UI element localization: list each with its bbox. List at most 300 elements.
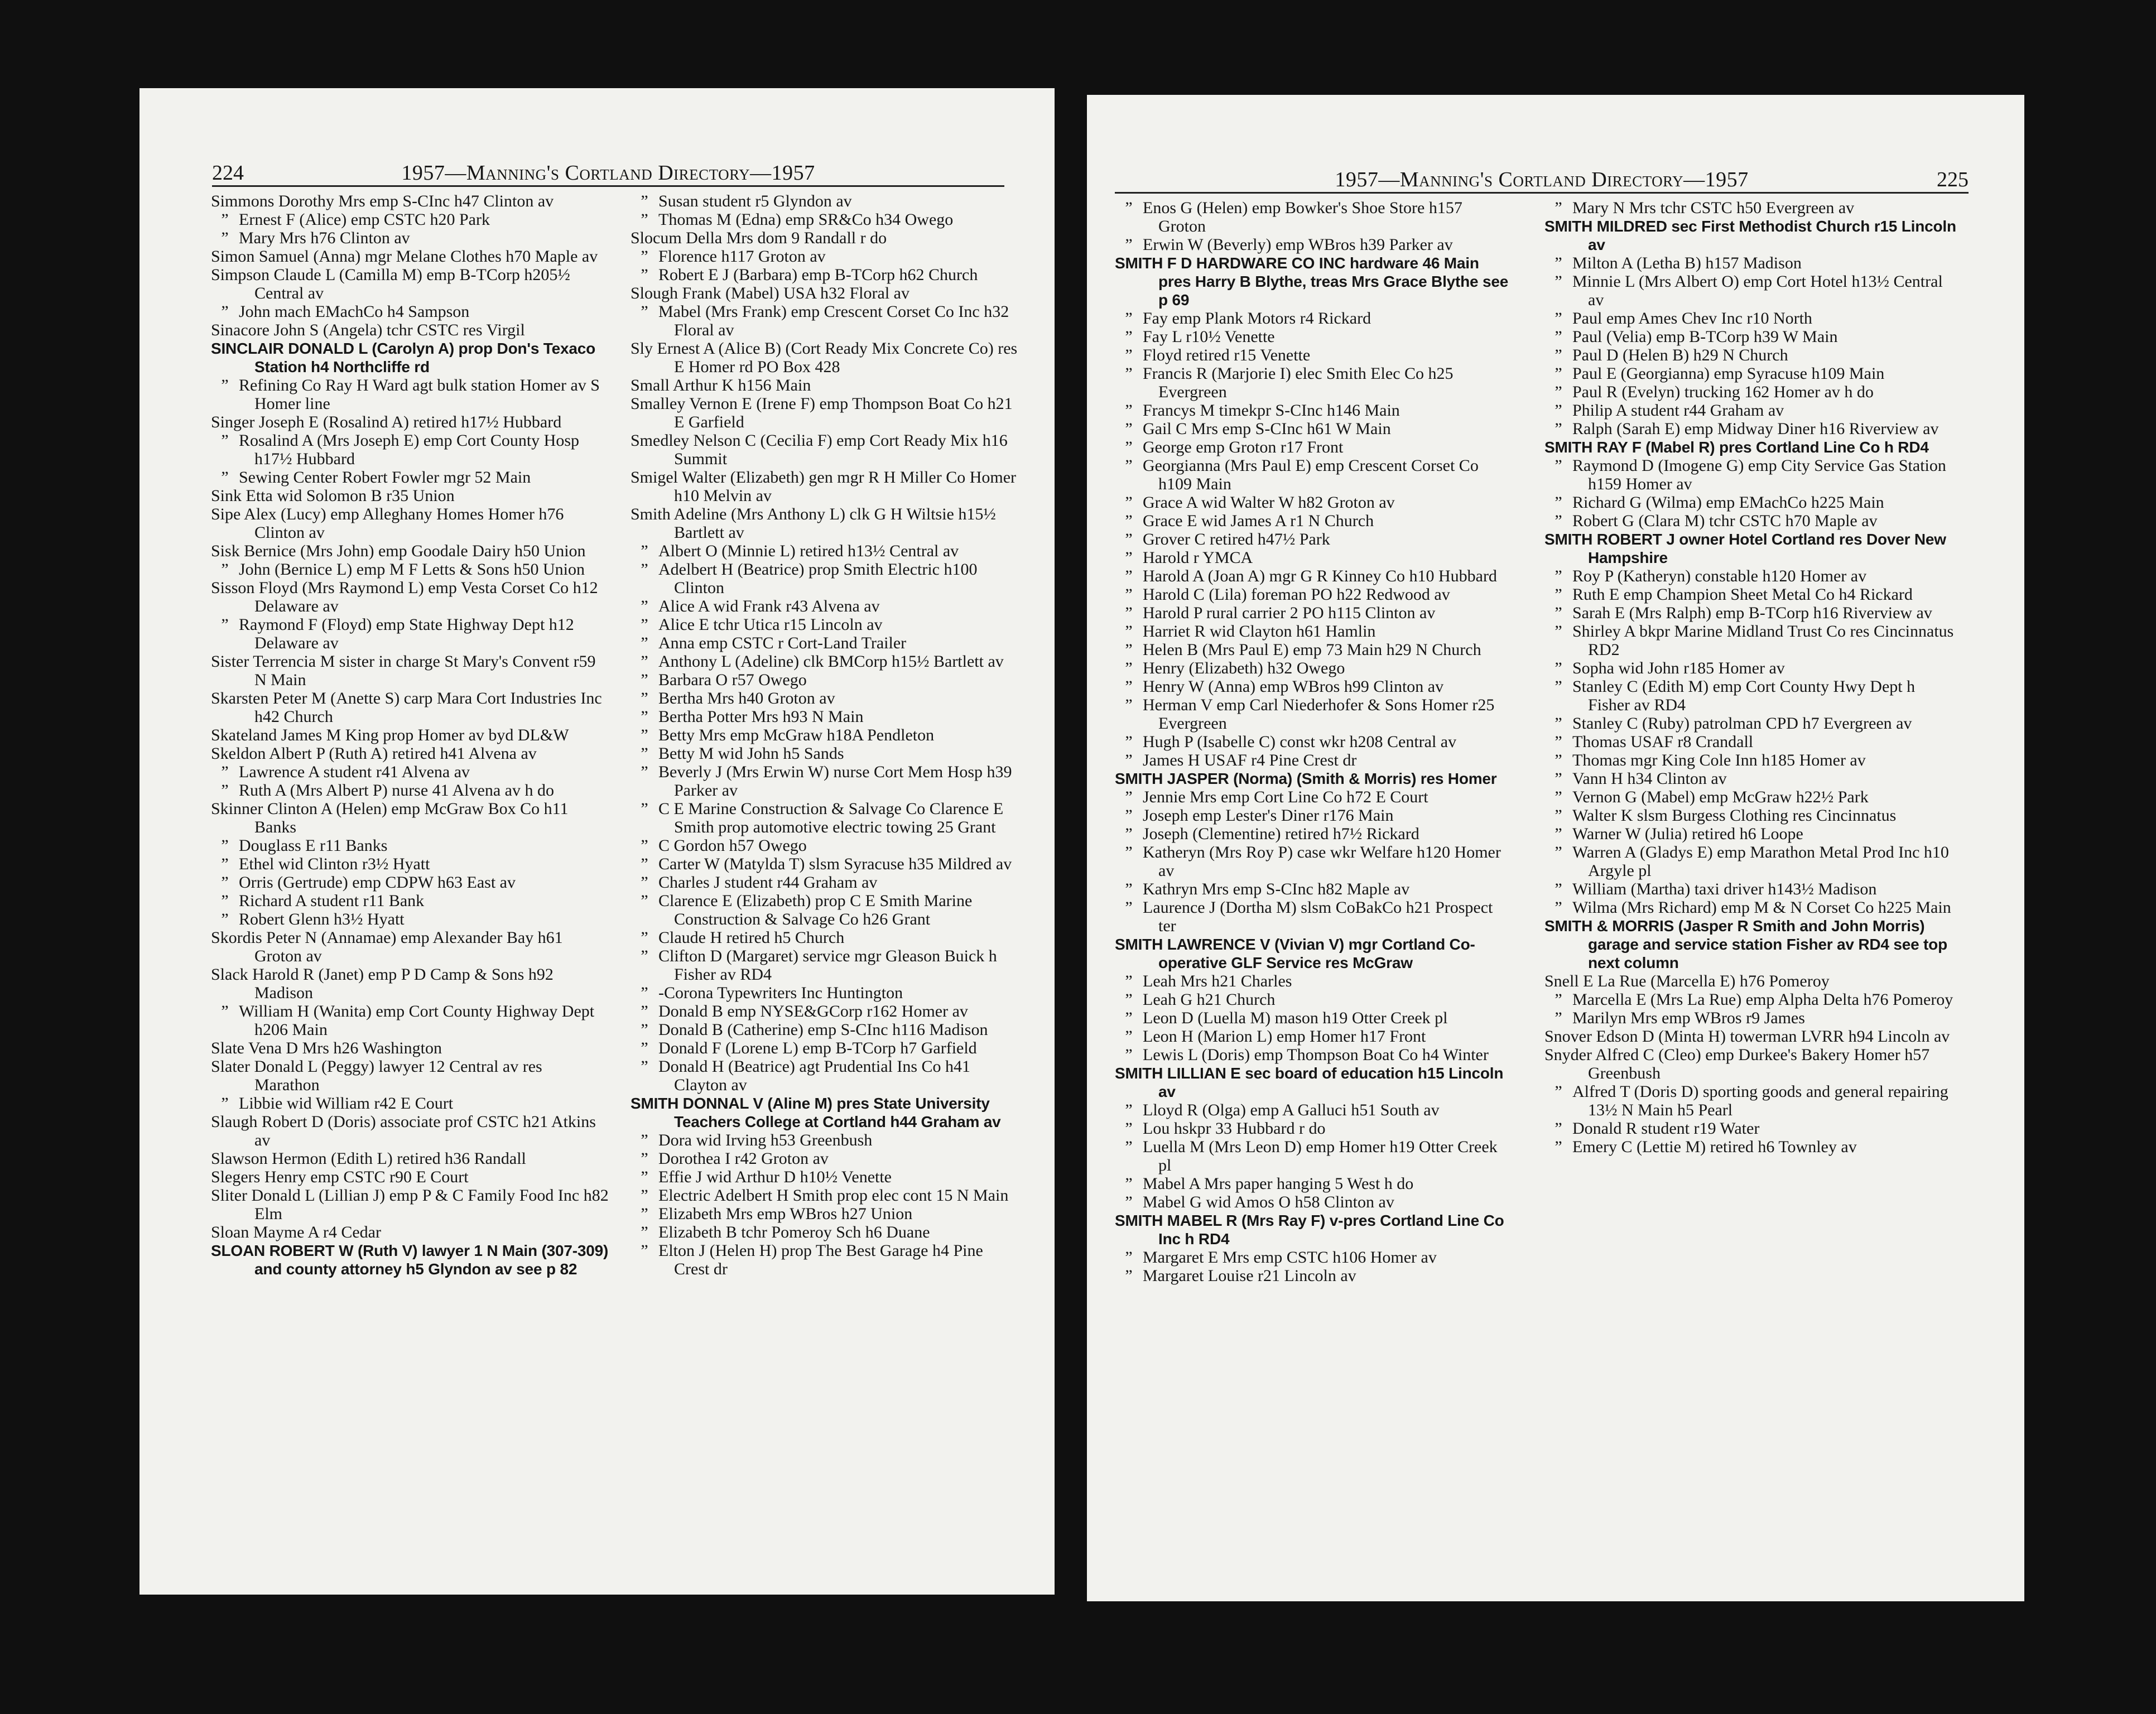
ditto-mark: ” bbox=[641, 634, 648, 652]
entry-text: Sloan Mayme A r4 Cedar bbox=[211, 1223, 381, 1241]
directory-entry bbox=[211, 763, 610, 781]
ditto-mark: ” bbox=[641, 947, 648, 965]
directory-entry bbox=[211, 505, 610, 542]
directory-entry bbox=[1115, 1027, 1514, 1046]
entry-text: Harold P rural carrier 2 PO h115 Clinton av bbox=[1143, 604, 1436, 622]
page-header-left bbox=[212, 161, 1004, 187]
entry-text: Vernon G (Mabel) emp McGraw h22½ Park bbox=[1572, 788, 1869, 806]
ditto-mark: ” bbox=[1125, 880, 1133, 898]
directory-entry bbox=[1115, 364, 1514, 401]
directory-entry bbox=[211, 192, 610, 210]
entry-text: SMITH LILLIAN E sec board of education h15 Lincoln av bbox=[1115, 1065, 1504, 1100]
entry-text: Milton A (Letha B) h157 Madison bbox=[1572, 254, 1802, 272]
ditto-mark: ” bbox=[1125, 438, 1133, 456]
directory-entry bbox=[1544, 1027, 1957, 1046]
entry-text: Erwin W (Beverly) emp WBros h39 Parker av bbox=[1143, 235, 1453, 254]
entry-text: Dora wid Irving h53 Greenbush bbox=[658, 1131, 873, 1149]
entry-text: Vann H h34 Clinton av bbox=[1572, 769, 1727, 788]
directory-entry bbox=[1115, 438, 1514, 456]
entry-text: Slater Donald L (Peggy) lawyer 12 Central av res Marathon bbox=[211, 1057, 542, 1094]
directory-entry bbox=[1115, 493, 1514, 512]
entry-text: Luella M (Mrs Leon D) emp Homer h19 Otter Creek pl bbox=[1143, 1138, 1498, 1174]
entry-text: SINCLAIR DONALD L (Carolyn A) prop Don's Texaco Station h4 Northcliffe rd bbox=[211, 340, 596, 375]
entry-text: Marcella E (Mrs La Rue) emp Alpha Delta h76 Pomeroy bbox=[1572, 990, 1953, 1009]
ditto-mark: ” bbox=[1555, 567, 1562, 585]
directory-entry bbox=[1115, 1174, 1514, 1193]
entry-text: Snover Edson D (Minta H) towerman LVRR h94 Lincoln av bbox=[1544, 1027, 1950, 1046]
directory-entry bbox=[631, 376, 1021, 394]
entry-text: Fay emp Plank Motors r4 Rickard bbox=[1143, 309, 1371, 328]
entry-text: Warner W (Julia) retired h6 Loope bbox=[1572, 825, 1803, 843]
ditto-mark: ” bbox=[221, 302, 229, 321]
ditto-mark: ” bbox=[641, 247, 648, 266]
directory-column bbox=[1115, 199, 1514, 1285]
entry-text: Harriet R wid Clayton h61 Hamlin bbox=[1143, 622, 1376, 641]
entry-text: Skeldon Albert P (Ruth A) retired h41 Alvena av bbox=[211, 744, 537, 763]
entry-text: Elizabeth B tchr Pomeroy Sch h6 Duane bbox=[658, 1223, 930, 1241]
directory-entry bbox=[211, 928, 610, 965]
ditto-mark: ” bbox=[1125, 530, 1133, 548]
ditto-mark: ” bbox=[1555, 1138, 1562, 1156]
entry-text: Snell E La Rue (Marcella E) h76 Pomeroy bbox=[1544, 972, 1830, 990]
entry-text: Harold r YMCA bbox=[1143, 548, 1253, 567]
ditto-mark: ” bbox=[1125, 309, 1133, 328]
directory-entry bbox=[631, 652, 1021, 671]
directory-entry bbox=[631, 984, 1021, 1002]
entry-text: Sisk Bernice (Mrs John) emp Goodale Dairy h50 Union bbox=[211, 542, 586, 560]
entry-text: Helen B (Mrs Paul E) emp 73 Main h29 N Church bbox=[1143, 641, 1481, 659]
ditto-mark: ” bbox=[1555, 825, 1562, 843]
directory-entry bbox=[1115, 825, 1514, 843]
directory-entry bbox=[1544, 567, 1957, 585]
entry-text: Claude H retired h5 Church bbox=[658, 928, 845, 947]
ditto-mark: ” bbox=[641, 855, 648, 873]
ditto-mark: ” bbox=[1125, 696, 1133, 714]
directory-entry bbox=[1544, 659, 1957, 677]
entry-text: SMITH ROBERT J owner Hotel Cortland res Dover New Hampshire bbox=[1544, 531, 1946, 566]
ditto-mark: ” bbox=[221, 468, 229, 487]
entry-text: Thomas USAF r8 Crandall bbox=[1572, 733, 1754, 751]
directory-entry bbox=[211, 1094, 610, 1113]
directory-entry bbox=[1544, 825, 1957, 843]
ditto-mark: ” bbox=[1125, 567, 1133, 585]
directory-entry bbox=[631, 744, 1021, 763]
entry-text: Slough Frank (Mabel) USA h32 Floral av bbox=[631, 284, 909, 302]
directory-entry bbox=[1544, 530, 1957, 567]
directory-entry bbox=[631, 210, 1021, 229]
entry-text: Richard G (Wilma) emp EMachCo h225 Main bbox=[1572, 493, 1884, 512]
ditto-mark: ” bbox=[1125, 1193, 1133, 1211]
directory-entry bbox=[631, 671, 1021, 689]
entry-text: Snyder Alfred C (Cleo) emp Durkee's Bakery Homer h57 Greenbush bbox=[1544, 1046, 1930, 1082]
entry-text: Roy P (Katheryn) constable h120 Homer av bbox=[1572, 567, 1867, 585]
entry-text: Skordis Peter N (Annamae) emp Alexander Bay h61 Groton av bbox=[211, 928, 563, 965]
directory-entry bbox=[1544, 272, 1957, 309]
ditto-mark: ” bbox=[641, 1186, 648, 1205]
ditto-mark: ” bbox=[1555, 456, 1562, 475]
page-number: 225 bbox=[1937, 168, 1969, 191]
directory-entry bbox=[1544, 346, 1957, 364]
directory-entry bbox=[211, 615, 610, 652]
directory-entry bbox=[631, 1205, 1021, 1223]
entry-text: -Corona Typewriters Inc Huntington bbox=[658, 984, 903, 1002]
entry-text: Slawson Hermon (Edith L) retired h36 Randall bbox=[211, 1149, 526, 1168]
directory-entry bbox=[1544, 604, 1957, 622]
ditto-mark: ” bbox=[1125, 641, 1133, 659]
entry-text: Clarence E (Elizabeth) prop C E Smith Marine Construction & Salvage Co h26 Grant bbox=[658, 892, 973, 928]
directory-entry bbox=[631, 505, 1021, 542]
page-header-right bbox=[1115, 167, 1969, 194]
directory-entry bbox=[211, 487, 610, 505]
directory-entry bbox=[631, 634, 1021, 652]
ditto-mark: ” bbox=[1125, 1027, 1133, 1046]
ditto-mark: ” bbox=[641, 652, 648, 671]
ditto-mark: ” bbox=[1555, 364, 1562, 383]
directory-entry bbox=[1115, 1248, 1514, 1267]
entry-text: Donald B emp NYSE&GCorp r162 Homer av bbox=[658, 1002, 968, 1020]
entry-text: Donald B (Catherine) emp S-CInc h116 Madison bbox=[658, 1020, 988, 1039]
ditto-mark: ” bbox=[1555, 328, 1562, 346]
left-page bbox=[139, 88, 1055, 1595]
entry-text: Adelbert H (Beatrice) prop Smith Electric h100 Clinton bbox=[658, 560, 978, 597]
entry-text: SMITH & MORRIS (Jasper R Smith and John Morris) garage and service station Fisher av RD4 see top next column bbox=[1544, 917, 1947, 971]
entry-text: Betty M wid John h5 Sands bbox=[658, 744, 844, 763]
ditto-mark: ” bbox=[1125, 898, 1133, 917]
entry-text: Wilma (Mrs Richard) emp M & N Corset Co h225 Main bbox=[1572, 898, 1951, 917]
ditto-mark: ” bbox=[1555, 254, 1562, 272]
directory-entry bbox=[1544, 254, 1957, 272]
entry-text: Leon D (Luella M) mason h19 Otter Creek pl bbox=[1143, 1009, 1448, 1027]
entry-text: Harold A (Joan A) mgr G R Kinney Co h10 Hubbard bbox=[1143, 567, 1497, 585]
ditto-mark: ” bbox=[641, 892, 648, 910]
entry-text: Lou hskpr 33 Hubbard r do bbox=[1143, 1119, 1326, 1138]
ditto-mark: ” bbox=[1125, 420, 1133, 438]
entry-text: Minnie L (Mrs Albert O) emp Cort Hotel h13½ Central av bbox=[1572, 272, 1943, 309]
directory-entry bbox=[631, 615, 1021, 634]
ditto-mark: ” bbox=[1125, 972, 1133, 990]
entry-text: Mabel (Mrs Frank) emp Crescent Corset Co Inc h32 Floral av bbox=[658, 302, 1009, 339]
entry-text: Floyd retired r15 Venette bbox=[1143, 346, 1311, 364]
directory-entry bbox=[211, 1241, 610, 1278]
entry-text: Sinacore John S (Angela) tchr CSTC res Virgil bbox=[211, 321, 525, 339]
directory-entry bbox=[1115, 677, 1514, 696]
entry-text: Effie J wid Arthur D h10½ Venette bbox=[658, 1168, 892, 1186]
entry-text: Harold C (Lila) foreman PO h22 Redwood av bbox=[1143, 585, 1450, 604]
entry-text: Beverly J (Mrs Erwin W) nurse Cort Mem Hosp h39 Parker av bbox=[658, 763, 1012, 800]
entry-text: SMITH RAY F (Mabel R) pres Cortland Line Co h RD4 bbox=[1544, 439, 1929, 456]
directory-entry bbox=[1115, 309, 1514, 328]
directory-entry bbox=[631, 266, 1021, 284]
directory-entry bbox=[211, 266, 610, 302]
entry-text: Raymond F (Floyd) emp State Highway Dept h12 Delaware av bbox=[239, 615, 574, 652]
running-title: 1957—Manning's Cortland Directory—1957 bbox=[1335, 168, 1749, 191]
directory-entry bbox=[1115, 1009, 1514, 1027]
directory-entry bbox=[211, 689, 610, 726]
directory-entry bbox=[1115, 328, 1514, 346]
entry-text: Ernest F (Alice) emp CSTC h20 Park bbox=[239, 210, 490, 229]
ditto-mark: ” bbox=[1125, 328, 1133, 346]
directory-entry bbox=[1115, 806, 1514, 825]
directory-entry bbox=[1544, 328, 1957, 346]
entry-text: Simon Samuel (Anna) mgr Melane Clothes h70 Maple av bbox=[211, 247, 598, 266]
ditto-mark: ” bbox=[641, 302, 648, 321]
directory-column bbox=[631, 192, 1021, 1278]
directory-entry bbox=[211, 579, 610, 615]
entry-text: John mach EMachCo h4 Sampson bbox=[239, 302, 470, 321]
entry-text: Elizabeth Mrs emp WBros h27 Union bbox=[658, 1205, 913, 1223]
directory-entry bbox=[631, 339, 1021, 376]
entry-text: Enos G (Helen) emp Bowker's Shoe Store h157 Groton bbox=[1143, 199, 1462, 235]
directory-entry bbox=[1115, 604, 1514, 622]
directory-entry bbox=[631, 468, 1021, 505]
ditto-mark: ” bbox=[221, 910, 229, 928]
directory-entry bbox=[631, 763, 1021, 800]
ditto-mark: ” bbox=[221, 855, 229, 873]
ditto-mark: ” bbox=[221, 781, 229, 800]
directory-entry bbox=[1544, 843, 1957, 880]
entry-text: Carter W (Matylda T) slsm Syracuse h35 Mildred av bbox=[658, 855, 1012, 873]
ditto-mark: ” bbox=[1555, 401, 1562, 420]
entry-text: Slack Harold R (Janet) emp P D Camp & Sons h92 Madison bbox=[211, 965, 554, 1002]
ditto-mark: ” bbox=[1125, 990, 1133, 1009]
directory-entry bbox=[631, 542, 1021, 560]
entry-text: SMITH DONNAL V (Aline M) pres State University Teachers College at Cortland h44 Graham av bbox=[631, 1095, 1001, 1130]
directory-entry bbox=[211, 781, 610, 800]
directory-entry bbox=[1115, 1193, 1514, 1211]
entry-text: Slegers Henry emp CSTC r90 E Court bbox=[211, 1168, 469, 1186]
ditto-mark: ” bbox=[1555, 309, 1562, 328]
directory-entry bbox=[211, 1113, 610, 1149]
directory-entry bbox=[631, 1020, 1021, 1039]
ditto-mark: ” bbox=[1125, 1046, 1133, 1064]
ditto-mark: ” bbox=[1125, 1119, 1133, 1138]
directory-entry bbox=[211, 542, 610, 560]
directory-entry bbox=[631, 1094, 1021, 1131]
directory-entry bbox=[211, 247, 610, 266]
directory-entry bbox=[1115, 1138, 1514, 1174]
entry-text: Donald H (Beatrice) agt Prudential Ins Co h41 Clayton av bbox=[658, 1057, 971, 1094]
directory-entry bbox=[1544, 972, 1957, 990]
ditto-mark: ” bbox=[1555, 512, 1562, 530]
directory-entry bbox=[1115, 733, 1514, 751]
entry-text: Thomas mgr King Cole Inn h185 Homer av bbox=[1572, 751, 1866, 769]
directory-entry bbox=[211, 873, 610, 892]
entry-text: Clifton D (Margaret) service mgr Gleason Buick h Fisher av RD4 bbox=[658, 947, 997, 984]
entry-text: Paul E (Georgianna) emp Syracuse h109 Main bbox=[1572, 364, 1885, 383]
ditto-mark: ” bbox=[1125, 659, 1133, 677]
directory-entry bbox=[211, 836, 610, 855]
directory-entry bbox=[631, 1223, 1021, 1241]
ditto-mark: ” bbox=[1555, 880, 1562, 898]
ditto-mark: ” bbox=[1125, 622, 1133, 641]
directory-entry bbox=[1115, 199, 1514, 235]
directory-entry bbox=[211, 744, 610, 763]
entry-text: SMITH F D HARDWARE CO INC hardware 46 Main pres Harry B Blythe, treas Mrs Grace Blythe see p 69 bbox=[1115, 254, 1509, 309]
ditto-mark: ” bbox=[641, 210, 648, 229]
ditto-mark: ” bbox=[641, 1002, 648, 1020]
entry-text: Anthony L (Adeline) clk BMCorp h15½ Bartlett av bbox=[658, 652, 1004, 671]
entry-text: Simpson Claude L (Camilla M) emp B-TCorp h205½ Central av bbox=[211, 266, 570, 302]
directory-entry bbox=[631, 726, 1021, 744]
directory-entry bbox=[1115, 1119, 1514, 1138]
ditto-mark: ” bbox=[1125, 456, 1133, 475]
directory-entry bbox=[1544, 364, 1957, 383]
directory-entry bbox=[1115, 1267, 1514, 1285]
entry-text: Smedley Nelson C (Cecilia F) emp Cort Ready Mix h16 Summit bbox=[631, 431, 1008, 468]
directory-entry bbox=[1544, 585, 1957, 604]
ditto-mark: ” bbox=[1555, 788, 1562, 806]
entry-text: Marilyn Mrs emp WBros r9 James bbox=[1572, 1009, 1805, 1027]
directory-entry bbox=[211, 229, 610, 247]
ditto-mark: ” bbox=[1125, 1009, 1133, 1027]
directory-entry bbox=[631, 1057, 1021, 1094]
directory-entry bbox=[211, 1223, 610, 1241]
entry-text: Slocum Della Mrs dom 9 Randall r do bbox=[631, 229, 887, 247]
ditto-mark: ” bbox=[641, 542, 648, 560]
running-title: 1957—Manning's Cortland Directory—1957 bbox=[401, 161, 815, 185]
entry-text: Leah Mrs h21 Charles bbox=[1143, 972, 1292, 990]
directory-entry bbox=[631, 394, 1021, 431]
entry-text: Kathryn Mrs emp S-CInc h82 Maple av bbox=[1143, 880, 1410, 898]
entry-text: Hugh P (Isabelle C) const wkr h208 Central av bbox=[1143, 733, 1457, 751]
entry-text: Shirley A bkpr Marine Midland Trust Co res Cincinnatus RD2 bbox=[1572, 622, 1954, 659]
directory-entry bbox=[1544, 309, 1957, 328]
ditto-mark: ” bbox=[1555, 898, 1562, 917]
directory-entry bbox=[1115, 788, 1514, 806]
entry-text: Stanley C (Ruby) patrolman CPD h7 Evergreen av bbox=[1572, 714, 1912, 733]
ditto-mark: ” bbox=[221, 836, 229, 855]
entry-text: Alice E tchr Utica r15 Lincoln av bbox=[658, 615, 883, 634]
directory-entry bbox=[631, 229, 1021, 247]
directory-entry bbox=[631, 247, 1021, 266]
entry-text: Leon H (Marion L) emp Homer h17 Front bbox=[1143, 1027, 1426, 1046]
directory-entry bbox=[211, 1149, 610, 1168]
directory-entry bbox=[631, 1131, 1021, 1149]
entry-text: Raymond D (Imogene G) emp City Service Gas Station h159 Homer av bbox=[1572, 456, 1946, 493]
directory-entry bbox=[1544, 438, 1957, 456]
entry-text: Francis R (Marjorie I) elec Smith Elec Co h25 Evergreen bbox=[1143, 364, 1454, 401]
ditto-mark: ” bbox=[1555, 806, 1562, 825]
ditto-mark: ” bbox=[641, 192, 648, 210]
entry-text: Mary Mrs h76 Clinton av bbox=[239, 229, 410, 247]
directory-entry bbox=[1544, 401, 1957, 420]
entry-text: Smigel Walter (Elizabeth) gen mgr R H Miller Co Homer h10 Melvin av bbox=[631, 468, 1017, 505]
directory-entry bbox=[631, 431, 1021, 468]
ditto-mark: ” bbox=[1125, 1174, 1133, 1193]
directory-entry bbox=[211, 855, 610, 873]
ditto-mark: ” bbox=[1125, 346, 1133, 364]
directory-entry bbox=[631, 836, 1021, 855]
directory-entry bbox=[1115, 254, 1514, 309]
entry-text: Bertha Mrs h40 Groton av bbox=[658, 689, 835, 707]
ditto-mark: ” bbox=[1555, 199, 1562, 217]
directory-entry bbox=[1115, 1064, 1514, 1101]
ditto-mark: ” bbox=[1555, 383, 1562, 401]
page-number: 224 bbox=[212, 161, 244, 185]
directory-entry bbox=[1115, 898, 1514, 935]
directory-entry bbox=[1544, 217, 1957, 254]
ditto-mark: ” bbox=[1125, 585, 1133, 604]
entry-text: Sisson Floyd (Mrs Raymond L) emp Vesta Corset Co h12 Delaware av bbox=[211, 579, 598, 615]
ditto-mark: ” bbox=[641, 744, 648, 763]
entry-text: Bertha Potter Mrs h93 N Main bbox=[658, 707, 864, 726]
entry-text: Skateland James M King prop Homer av byd DL&W bbox=[211, 726, 569, 744]
ditto-mark: ” bbox=[221, 560, 229, 579]
directory-entry bbox=[1115, 1101, 1514, 1119]
directory-entry bbox=[1115, 401, 1514, 420]
entry-text: C Gordon h57 Owego bbox=[658, 836, 807, 855]
ditto-mark: ” bbox=[1555, 493, 1562, 512]
entry-text: Georgianna (Mrs Paul E) emp Crescent Corset Co h109 Main bbox=[1143, 456, 1479, 493]
directory-entry bbox=[631, 928, 1021, 947]
directory-entry bbox=[1544, 1009, 1957, 1027]
ditto-mark: ” bbox=[221, 210, 229, 229]
entry-text: Sopha wid John r185 Homer av bbox=[1572, 659, 1785, 677]
entry-text: Small Arthur K h156 Main bbox=[631, 376, 811, 394]
entry-text: Grace E wid James A r1 N Church bbox=[1143, 512, 1374, 530]
entry-text: Sliter Donald L (Lillian J) emp P & C Family Food Inc h82 Elm bbox=[211, 1186, 609, 1223]
ditto-mark: ” bbox=[1555, 1009, 1562, 1027]
directory-entry bbox=[631, 800, 1021, 836]
ditto-mark: ” bbox=[221, 892, 229, 910]
right-page bbox=[1087, 95, 2024, 1601]
entry-text: Laurence J (Dortha M) slsm CoBakCo h21 Prospect ter bbox=[1143, 898, 1493, 935]
entry-text: Alice A wid Frank r43 Alvena av bbox=[658, 597, 880, 615]
ditto-mark: ” bbox=[221, 376, 229, 394]
entry-text: Douglass E r11 Banks bbox=[239, 836, 388, 855]
ditto-mark: ” bbox=[221, 615, 229, 634]
ditto-mark: ” bbox=[1125, 604, 1133, 622]
ditto-mark: ” bbox=[1555, 1119, 1562, 1138]
directory-entry bbox=[631, 1002, 1021, 1020]
directory-entry bbox=[211, 339, 610, 376]
entry-text: Robert G (Clara M) tchr CSTC h70 Maple av bbox=[1572, 512, 1878, 530]
directory-entry bbox=[1544, 880, 1957, 898]
ditto-mark: ” bbox=[221, 431, 229, 450]
ditto-mark: ” bbox=[641, 836, 648, 855]
directory-entry bbox=[1115, 456, 1514, 493]
directory-entry bbox=[631, 560, 1021, 597]
directory-entry bbox=[631, 1186, 1021, 1205]
directory-entry bbox=[631, 873, 1021, 892]
ditto-mark: ” bbox=[641, 1039, 648, 1057]
ditto-mark: ” bbox=[221, 229, 229, 247]
entry-text: Herman V emp Carl Niederhofer & Sons Homer r25 Evergreen bbox=[1143, 696, 1495, 733]
directory-entry bbox=[1544, 917, 1957, 972]
directory-entry bbox=[211, 560, 610, 579]
entry-text: Warren A (Gladys E) emp Marathon Metal Prod Inc h10 Argyle pl bbox=[1572, 843, 1949, 880]
entry-text: Joseph (Clementine) retired h7½ Rickard bbox=[1143, 825, 1419, 843]
entry-text: Slate Vena D Mrs h26 Washington bbox=[211, 1039, 442, 1057]
directory-entry bbox=[1115, 512, 1514, 530]
directory-entry bbox=[211, 1168, 610, 1186]
entry-text: Francys M timekpr S-CInc h146 Main bbox=[1143, 401, 1400, 420]
ditto-mark: ” bbox=[1555, 1082, 1562, 1101]
ditto-mark: ” bbox=[1555, 769, 1562, 788]
directory-entry bbox=[211, 431, 610, 468]
directory-entry bbox=[631, 1149, 1021, 1168]
directory-entry bbox=[631, 1168, 1021, 1186]
directory-entry bbox=[1115, 235, 1514, 254]
ditto-mark: ” bbox=[221, 1002, 229, 1020]
entry-text: Mabel A Mrs paper hanging 5 West h do bbox=[1143, 1174, 1414, 1193]
directory-entry bbox=[1115, 751, 1514, 769]
directory-entry bbox=[211, 376, 610, 413]
entry-text: Sink Etta wid Solomon B r35 Union bbox=[211, 487, 455, 505]
directory-entry bbox=[211, 726, 610, 744]
entry-text: Anna emp CSTC r Cort-Land Trailer bbox=[658, 634, 907, 652]
directory-entry bbox=[211, 1057, 610, 1094]
